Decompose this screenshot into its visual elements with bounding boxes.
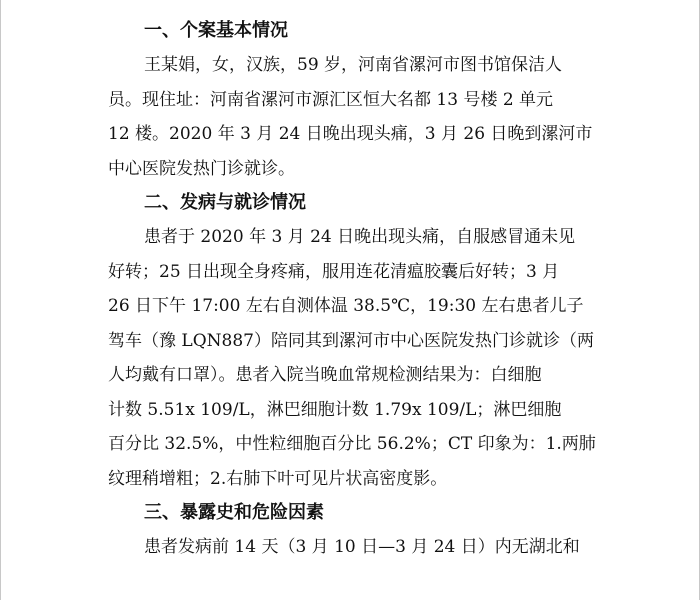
section-heading-basic-info: 一、个案基本情况: [144, 20, 288, 41]
paragraph-line: 患者发病前 14 天（3 月 10 日—3 月 24 日）内无湖北和: [144, 537, 580, 557]
paragraph-line: 百分比 32.5%，中性粒细胞百分比 56.2%；CT 印象为：1.两肺: [108, 434, 596, 454]
paragraph-line: 好转；25 日出现全身疼痛，服用连花清瘟胶囊后好转；3 月: [108, 261, 560, 282]
section-heading-onset-treatment: 二、发病与就诊情况: [144, 192, 306, 213]
paragraph-line: 纹理稍增粗；2.右肺下叶可见片状高密度影。: [108, 468, 448, 489]
paragraph-line: 26 日下午 17:00 左右自测体温 38.5℃，19:30 左右患者儿子: [108, 296, 584, 316]
paragraph-line: 王某娟，女，汉族，59 岁，河南省漯河市图书馆保洁人: [144, 55, 563, 75]
paragraph-line: 员。现住址：河南省漯河市源汇区恒大名都 13 号楼 2 单元: [108, 89, 554, 110]
paragraph-line: 计数 5.51x 109/L，淋巴细胞计数 1.79x 109/L；淋巴细胞: [108, 399, 562, 420]
paragraph-line: 人均戴有口罩）。患者入院当晚血常规检测结果为：白细胞: [108, 365, 542, 385]
paragraph-line: 驾车（豫 LQN887）陪同其到漯河市中心医院发热门诊就诊（两: [108, 330, 594, 351]
document-page: [108, 14, 598, 565]
paragraph-onset-treatment: [108, 220, 598, 496]
paragraph-line: 中心医院发热门诊就诊。: [108, 158, 295, 179]
paragraph-exposure-risk: [108, 530, 598, 565]
paragraph-line: 12 楼。2020 年 3 月 24 日晚出现头痛，3 月 26 日晚到漯河市: [108, 124, 593, 144]
paragraph-basic-info: [108, 48, 598, 186]
section-heading-exposure-risk: 三、暴露史和危险因素: [144, 502, 324, 523]
paragraph-line: 患者于 2020 年 3 月 24 日晚出现头痛，自服感冒通未见: [144, 227, 576, 247]
